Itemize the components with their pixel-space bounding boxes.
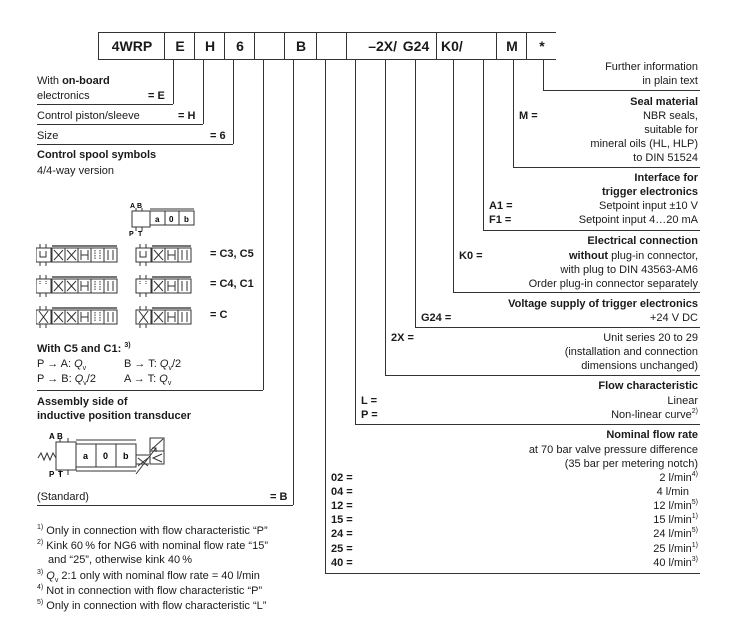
spool-code-c3-c5: = C3, C5 xyxy=(210,248,254,260)
electrical-line-1: without plug-in connector, xyxy=(569,250,698,262)
transducer-standard-label: (Standard) xyxy=(37,491,89,503)
flowchar-text-p: Non-linear curve$^{2)}$ xyxy=(611,408,698,421)
electrical-line-2: with plug to DIN 43563-AM6 xyxy=(560,264,698,276)
spool-symbol-stroke xyxy=(178,279,191,293)
nominal-value: 12 $l/\min^{5)}$ xyxy=(653,499,698,513)
spool-symbol-stroke xyxy=(136,248,151,262)
transducer-code: = B xyxy=(270,491,288,503)
voltage-text: +24 V DC xyxy=(650,312,698,324)
footnote-2: $^{2)}$ Kink 60 % for NG6 with nominal flow rate “15” xyxy=(37,539,268,552)
svg-text:P: P xyxy=(49,470,55,478)
seal-line-3: mineral oils (HL, HLP) xyxy=(590,138,698,150)
flow-a-t: A → T: $Q_v$ xyxy=(124,373,172,388)
spool-symbol-stroke xyxy=(104,248,117,262)
footnote-2-cont: and “25”, otherwise kink 40 % xyxy=(48,554,193,566)
voltage-title: Voltage supply of trigger electronics xyxy=(508,298,698,310)
control-code: = H xyxy=(178,110,196,122)
flowchar-text-l: Linear xyxy=(667,395,698,407)
spool-symbol-stroke xyxy=(36,248,51,262)
code-cell-spool xyxy=(254,33,285,59)
transducer-title-1: Assembly side of xyxy=(37,396,128,408)
svg-text:T: T xyxy=(58,470,63,478)
code-cell-size: 6 xyxy=(224,33,255,59)
svg-text:a: a xyxy=(83,451,89,461)
nominal-value: 2 $l/\min^{4)}$ xyxy=(659,471,698,484)
svg-text:b: b xyxy=(123,451,129,461)
flowchar-title: Flow characteristic xyxy=(598,380,698,392)
nominal-value: 4 l/min xyxy=(656,486,689,499)
nominal-code: 15 = xyxy=(331,514,353,527)
series-line-2: (installation and connection xyxy=(564,346,698,358)
electronics-label-line2: electronics xyxy=(37,90,90,102)
flow-p-a: P → A: $Q_v$ xyxy=(37,358,87,373)
spool-symbol-stroke xyxy=(40,251,46,257)
control-label: Control piston/sleeve xyxy=(37,110,140,122)
spool-title: Control spool symbols xyxy=(37,149,157,161)
series-line-1: Unit series 20 to 29 xyxy=(603,332,698,344)
spool-code-c: = C xyxy=(210,309,228,321)
code-cell-electronics: E xyxy=(164,33,195,59)
spool-note-title: With C5 and C1: $^{3)}$ xyxy=(37,342,131,355)
electronics-code: = E xyxy=(148,90,165,102)
port-b-label: B xyxy=(137,203,143,210)
nominal-value: 15 $l/\min^{1)}$ xyxy=(653,513,698,527)
code-cell-flowchar xyxy=(316,33,347,59)
series-code: 2X = xyxy=(391,332,414,344)
pos-0-label: 0 xyxy=(169,215,174,224)
code-cell-voltage: G24 xyxy=(402,38,430,54)
electronics-label: With on-board xyxy=(37,75,110,87)
nominal-code: 25 = xyxy=(331,542,353,555)
interface-title-2: trigger electronics xyxy=(602,186,698,198)
nominal-title: Nominal flow rate xyxy=(606,429,698,441)
series-line-3: dimensions unchanged) xyxy=(581,360,698,372)
footnote-4: $^{4)}$ Not in connection with flow characteristic “P” xyxy=(37,584,263,597)
code-cell-control: H xyxy=(194,33,225,59)
voltage-code: G24 = xyxy=(421,312,452,324)
transducer-title-2: inductive position transducer xyxy=(37,410,192,422)
pos-a-label: a xyxy=(155,215,160,224)
spool-symbols-graphic xyxy=(36,244,204,336)
nominal-code: 40 = xyxy=(331,556,353,569)
interface-code-a1: A1 = xyxy=(489,200,513,212)
further-line2: in plain text xyxy=(642,75,698,87)
spool-symbol-stroke xyxy=(178,248,191,262)
spool-symbol-stroke xyxy=(178,310,191,324)
flowchar-code-l: L = xyxy=(361,395,378,407)
further-line1: Further information xyxy=(605,61,698,73)
seal-code: M = xyxy=(519,110,538,122)
interface-text-a1: Setpoint input ±10 V xyxy=(599,200,698,212)
code-cell-seal: M xyxy=(496,33,527,59)
nominal-value: 40 $l/\min^{3)}$ xyxy=(653,555,698,569)
interface-text-f1: Setpoint input 4…20 mA xyxy=(578,214,698,226)
transducer-valve-symbol-icon xyxy=(36,428,178,478)
code-cell-assembly: B xyxy=(284,33,317,59)
code-cell-interface xyxy=(466,33,496,59)
spool-symbol-stroke xyxy=(136,279,151,293)
note-ref: 3) xyxy=(124,342,131,349)
electrical-line-3: Order plug-in connector separately xyxy=(528,278,698,290)
interface-code-f1: F1 = xyxy=(489,214,512,226)
port-t-label: T xyxy=(138,231,143,238)
footnote-5: $^{5)}$ Only in connection with flow characteristic “L” xyxy=(37,599,267,612)
seal-title: Seal material xyxy=(630,96,698,108)
spool-symbol-stroke xyxy=(36,279,51,293)
flowchar-code-p: P = xyxy=(361,409,378,421)
nominal-value: 25 $l/\min^{1)}$ xyxy=(653,541,698,555)
spool-symbol-stroke xyxy=(91,279,104,293)
footnote-1: $^{1)}$ Only in connection with flow characteristic “P” xyxy=(37,524,268,537)
code-cell-electrical: K0/ xyxy=(436,33,496,59)
port-p-label: P xyxy=(129,231,134,238)
flow-b-t: B → T: $Q_v/2$ xyxy=(124,358,182,373)
spool-code-c4-c1: = C4, C1 xyxy=(210,278,254,290)
size-code: = 6 xyxy=(210,130,226,142)
seal-line-2: suitable for xyxy=(644,124,698,136)
svg-text:A: A xyxy=(49,432,55,441)
electrical-title: Electrical connection xyxy=(587,235,698,247)
size-label: Size xyxy=(37,130,59,142)
spool-symbol-stroke xyxy=(91,248,104,262)
footnote-3: $^{3)}$ $Q_v$ 2:1 only with nominal flow rate = 40 l/min xyxy=(37,569,260,585)
code-cell-further: * xyxy=(526,33,557,59)
code-cell-series: 4WRP xyxy=(98,33,165,59)
nominal-code: 12 = xyxy=(331,500,353,513)
svg-text:0: 0 xyxy=(103,451,109,461)
nominal-sub-2: (35 bar per metering notch) xyxy=(564,458,698,470)
nominal-value: 24 $l/\min^{5)}$ xyxy=(653,527,698,541)
type-code-bottom-border xyxy=(98,59,556,60)
svg-text:B: B xyxy=(57,432,63,441)
seal-line-1: NBR seals, xyxy=(642,110,698,122)
spool-symbol-stroke xyxy=(104,279,117,293)
interface-title-1: Interface for xyxy=(634,172,698,184)
spool-position-key-icon xyxy=(128,200,198,238)
spool-symbol-stroke xyxy=(91,310,104,324)
pos-b-label: b xyxy=(184,215,189,224)
spool-subtitle: 4/4-way version xyxy=(37,165,115,177)
nominal-sub-1: at 70 bar valve pressure difference xyxy=(528,444,698,456)
spool-symbol-stroke xyxy=(104,310,117,324)
spool-symbol-stroke xyxy=(140,251,146,257)
flow-p-b: P → B: $Q_v/2$ xyxy=(37,373,96,388)
nominal-code: 04 = xyxy=(331,486,353,499)
nominal-code: 02 = xyxy=(331,472,353,484)
seal-line-4: to DIN 51524 xyxy=(633,152,698,164)
code-cell-unit-series: –2X/ xyxy=(346,33,397,59)
nominal-code: 24 = xyxy=(331,528,353,541)
electrical-code: K0 = xyxy=(459,250,483,262)
port-a-label: A xyxy=(130,203,136,210)
